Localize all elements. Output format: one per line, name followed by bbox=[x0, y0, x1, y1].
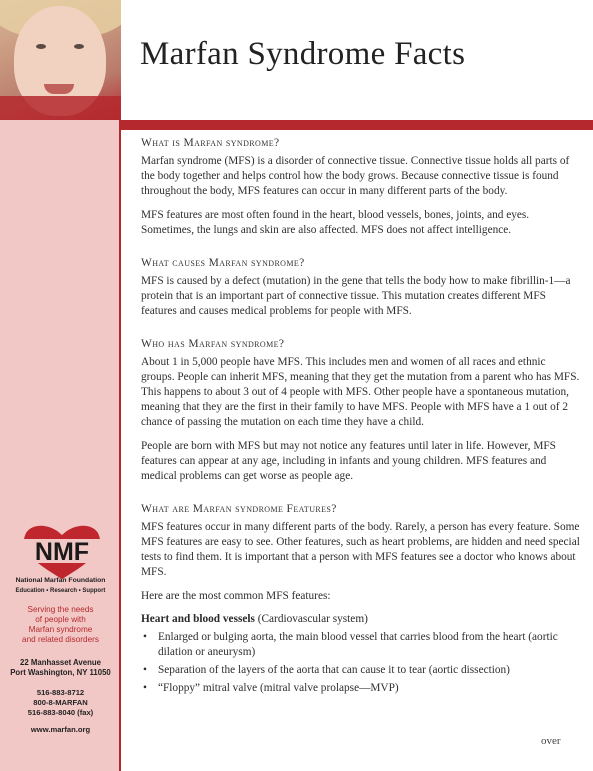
section-paragraph: About 1 in 5,000 people have MFS. This includes men and women of all races and ethnic groups. People can inherit MFS, meaning that they get the mutation from a parent who has MFS. This happens to about 3 out of 4 people with MFS. Other people have a spontaneous mutation, meaning that they are the first in their family to have MFS. People with MFS have a 1 out of 2 chance of passing the mutation on each time they have a child. bbox=[141, 356, 580, 428]
main-content bbox=[141, 131, 581, 699]
address-line: 22 Manhasset Avenue bbox=[20, 658, 101, 667]
section-heading: What is Marfan syndrome? bbox=[141, 137, 280, 149]
section-paragraph: Here are the most common MFS features: bbox=[141, 590, 331, 602]
mission-line: of people with bbox=[35, 615, 86, 624]
bullet-icon: • bbox=[143, 631, 147, 643]
mission-line: Marfan syndrome bbox=[28, 625, 93, 634]
bullet-icon: • bbox=[143, 682, 147, 694]
photo-eye-left bbox=[36, 44, 46, 49]
address bbox=[0, 658, 121, 678]
header-rule bbox=[121, 120, 593, 130]
feature-list bbox=[141, 630, 581, 696]
mission-line: Serving the needs bbox=[27, 605, 94, 614]
mission-statement bbox=[0, 605, 121, 645]
phone-line: 516-883-8040 (fax) bbox=[27, 708, 94, 717]
list-item bbox=[141, 663, 581, 678]
list-item bbox=[141, 630, 581, 660]
phone-line: 800-8-MARFAN bbox=[33, 698, 88, 707]
list-item bbox=[141, 681, 581, 696]
feature-group-label: Heart and blood vessels bbox=[141, 613, 255, 625]
address-line: Port Washington, NY 11050 bbox=[10, 668, 111, 677]
list-item-text: Separation of the layers of the aorta that can cause it to tear (aortic dissection) bbox=[158, 664, 510, 676]
phone-numbers bbox=[0, 688, 121, 718]
section-paragraph: MFS features are most often found in the heart, blood vessels, bones, joints, and eyes. Sometimes, the lungs and skin are also affected. MFS does not affect intelligence. bbox=[141, 209, 530, 236]
bullet-icon: • bbox=[143, 664, 147, 676]
list-item-text: Enlarged or bulging aorta, the main blood vessel that carries blood from the heart (aortic dilation or aneurysm) bbox=[158, 631, 558, 658]
website-link[interactable]: www.marfan.org bbox=[30, 725, 91, 734]
continued-note: over bbox=[541, 735, 561, 747]
section-heading: What are Marfan syndrome Features? bbox=[141, 503, 337, 515]
section-heading: Who has Marfan syndrome? bbox=[141, 338, 285, 350]
section-heading: What causes Marfan syndrome? bbox=[141, 257, 305, 269]
nmf-heart-logo bbox=[12, 521, 112, 581]
section-paragraph: MFS is caused by a defect (mutation) in the gene that tells the body how to make fibrillin-1—a protein that is an important part of connective tissue. This mutation creates different MFS features and causes medical problems for people with MFS. bbox=[141, 275, 571, 317]
phone-line: 516-883-8712 bbox=[36, 688, 85, 697]
section-paragraph: MFS features occur in many different parts of the body. Rarely, a person has every feature. Some MFS features are easy to see. Other features, such as heart problems, are hidden and need special tests to find them. It is important that a person with MFS features see a doctor who knows about MFS. bbox=[141, 521, 580, 578]
section-paragraph: Marfan syndrome (MFS) is a disorder of connective tissue. Connective tissue holds all parts of the body together and helps control how the body grows. Because connective tissue is found throughout the body, MFS features can occur in many different parts of the body. bbox=[141, 155, 570, 197]
child-photo bbox=[0, 0, 121, 120]
photo-sleeve bbox=[0, 96, 121, 120]
list-item-text: “Floppy” mitral valve (mitral valve prolapse—MVP) bbox=[158, 682, 399, 694]
org-tagline: Education • Research • Support bbox=[15, 588, 106, 594]
photo-eye-right bbox=[74, 44, 84, 49]
org-name: National Marfan Foundation bbox=[15, 577, 106, 584]
section-paragraph: People are born with MFS but may not notice any features until later in life. However, MFS features can appear at any age, including in infants and young children. MFS features and medical problems can get worse as people age. bbox=[141, 440, 556, 482]
feature-group-note: (Cardiovascular system) bbox=[257, 613, 368, 625]
feature-group-title bbox=[141, 613, 581, 625]
logo-text: NMF bbox=[34, 538, 90, 566]
mission-line: and related disorders bbox=[22, 635, 99, 644]
page-title: Marfan Syndrome Facts bbox=[140, 36, 466, 72]
